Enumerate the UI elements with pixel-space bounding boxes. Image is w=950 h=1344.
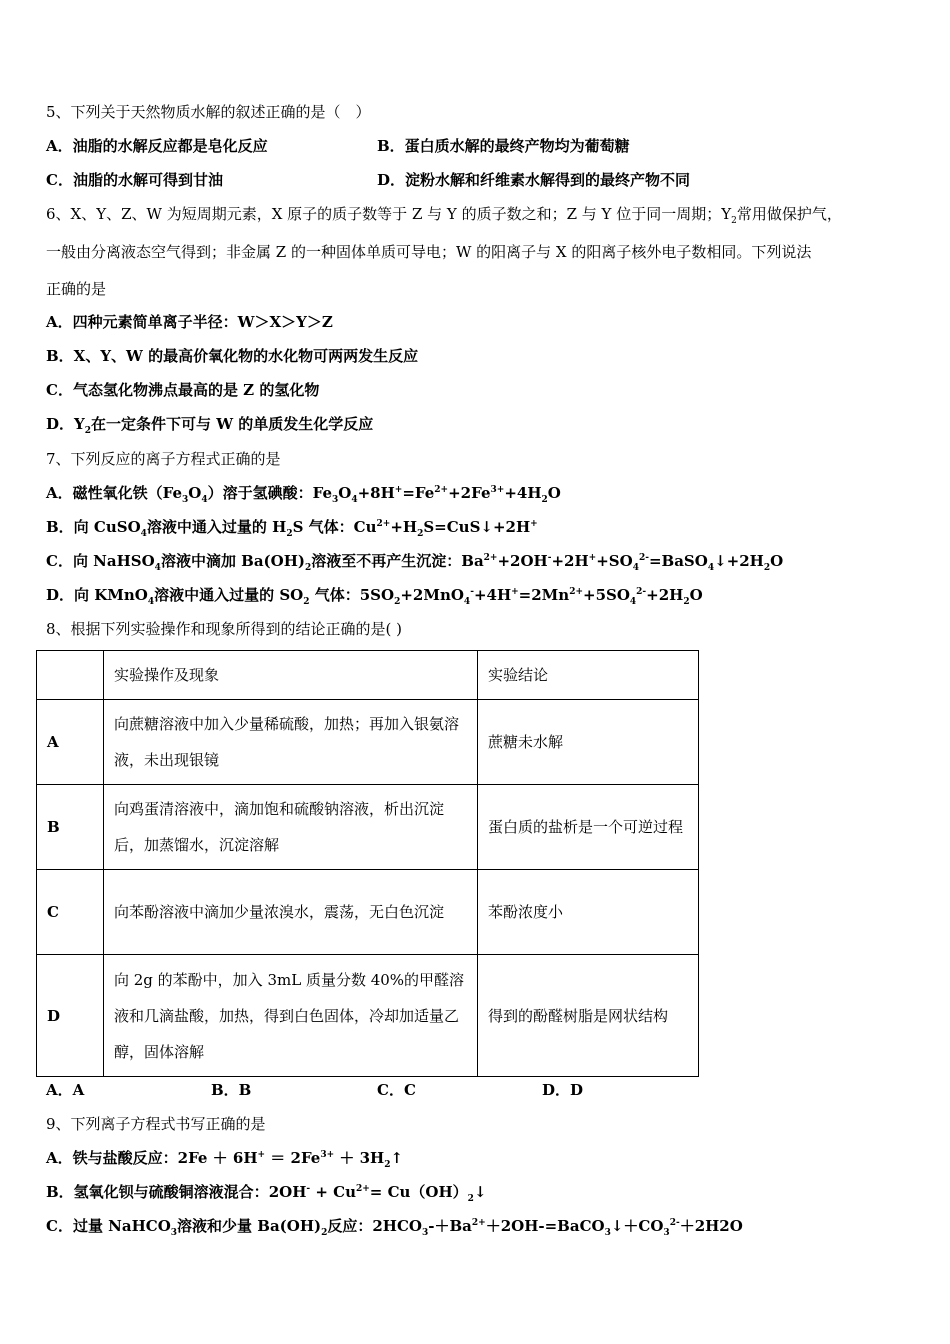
row-operation: 向鸡蛋清溶液中，滴加饱和硫酸钠溶液，析出沉淀后，加蒸馏水，沉淀溶解 — [104, 785, 478, 870]
row-conclusion: 苯酚浓度小 — [478, 870, 699, 955]
row-conclusion: 得到的酚醛树脂是网状结构 — [478, 955, 699, 1077]
q7-option-b: B．向 CuSO$_4$溶液中通入过量的 $H_2S$ 气体：$Cu^{2+}+H_2S=CuS↓+2H^+$ — [46, 518, 538, 539]
q7-option-d: D．向 KMnO$_4$溶液中通入过量的 $SO_2$ 气体：$5SO_2+2MnO_4^-+4H^+=2Mn^{2+}+5SO_4^{2-}+2H_2O$ — [46, 586, 703, 607]
q5-option-c: C．油脂的水解可得到甘油 — [46, 171, 223, 189]
q7-stem: 7、下列反应的离子方程式正确的是 — [46, 450, 281, 468]
q8-option-d: D．D — [542, 1081, 584, 1099]
q9-option-b: B．氢氧化钡与硫酸铜溶液混合：$2OH^- + Cu^{2+}=$ $Cu(OH)_2↓$ — [46, 1183, 487, 1204]
q9-stem: 9、下列离子方程式书写正确的是 — [46, 1115, 266, 1133]
q5-stem: 5、下列关于天然物质水解的叙述正确的是（ ） — [46, 103, 371, 121]
q5-option-a: A．油脂的水解反应都是皂化反应 — [46, 137, 268, 155]
header-operation: 实验操作及现象 — [104, 651, 478, 700]
table-row — [37, 870, 699, 955]
experiment-table — [36, 650, 699, 1077]
q6-stem-line2: 一般由分离液态空气得到；非金属 Z 的一种固体单质可导电；W 的阳离子与 X 的阳离子核外电子数相同。下列说法 — [46, 243, 812, 261]
row-label: A — [37, 700, 104, 785]
q7-option-a: A．磁性氧化铁$(Fe_3O_4)$溶于氢碘酸：$Fe_3O_4+8H^+=Fe^{2+}+2Fe^{3+}+4H_2O$ — [46, 484, 561, 505]
q8-option-c: C．C — [377, 1081, 416, 1099]
q6-stem-line1: 6、X、Y、Z、W 为短周期元素，X 原子的质子数等于 Z 与 Y 的质子数之和；Z 与 Y 位于同一周期；$Y_2$常用做保护气， — [46, 205, 842, 226]
q8-stem: 8、根据下列实验操作和现象所得到的结论正确的是( ) — [46, 620, 403, 638]
q8-option-b: B．B — [211, 1081, 252, 1099]
header-conclusion: 实验结论 — [478, 651, 699, 700]
q5-option-d: D．淀粉水解和纤维素水解得到的最终产物不同 — [377, 171, 691, 189]
row-conclusion: 蔗糖未水解 — [478, 700, 699, 785]
row-conclusion: 蛋白质的盐析是一个可逆过程 — [478, 785, 699, 870]
q6-option-d: D．$Y_2$在一定条件下可与 W 的单质发生化学反应 — [46, 415, 374, 436]
q7-option-c: C．向 NaHSO$_4$溶液中滴加 $Ba(OH)_2$溶液至不再产生沉淀：$Ba^{2+}+2OH^-+2H^++SO_4^{2-}=BaSO_4↓+2H_2O$ — [46, 552, 784, 573]
row-operation: 向苯酚溶液中滴加少量浓溴水，震荡，无白色沉淀 — [104, 870, 478, 955]
table-row — [37, 785, 699, 870]
table-row — [37, 955, 699, 1077]
q6-option-c: C．气态氢化物沸点最高的是 Z 的氢化物 — [46, 381, 320, 399]
q6-option-b: B．X、Y、W 的最高价氧化物的水化物可两两发生反应 — [46, 347, 419, 365]
table-header-row — [37, 651, 699, 700]
row-label: C — [37, 870, 104, 955]
row-label: B — [37, 785, 104, 870]
q6-stem-line3: 正确的是 — [46, 280, 107, 298]
row-operation: 向 2g 的苯酚中，加入 3mL 质量分数 40%的甲醛溶液和几滴盐酸，加热，得到白色固体，冷却加适量乙醇，固体溶解 — [104, 955, 478, 1077]
table-row — [37, 700, 699, 785]
q9-option-a: A．铁与盐酸反应：$2Fe + 6H^+ = 2Fe^{3+}$ ＋ $3H_2↑$ — [46, 1149, 404, 1170]
q6-option-a: A．四种元素简单离子半径：W＞X＞Y＞Z — [46, 313, 333, 331]
row-operation: 向蔗糖溶液中加入少量稀硫酸，加热；再加入银氨溶液，未出现银镜 — [104, 700, 478, 785]
q8-option-a: A．A — [46, 1081, 85, 1099]
header-blank — [37, 651, 104, 700]
q9-option-c: C．过量 NaHCO$_3$溶液和少量 $Ba(OH)_2$反应：$2HCO_3-+Ba^{2+}+2OH-=BaCO_3↓+CO_3^{2-}+2H2O$ — [46, 1217, 743, 1238]
row-label: D — [37, 955, 104, 1077]
q5-option-b: B．蛋白质水解的最终产物均为葡萄糖 — [377, 137, 630, 155]
